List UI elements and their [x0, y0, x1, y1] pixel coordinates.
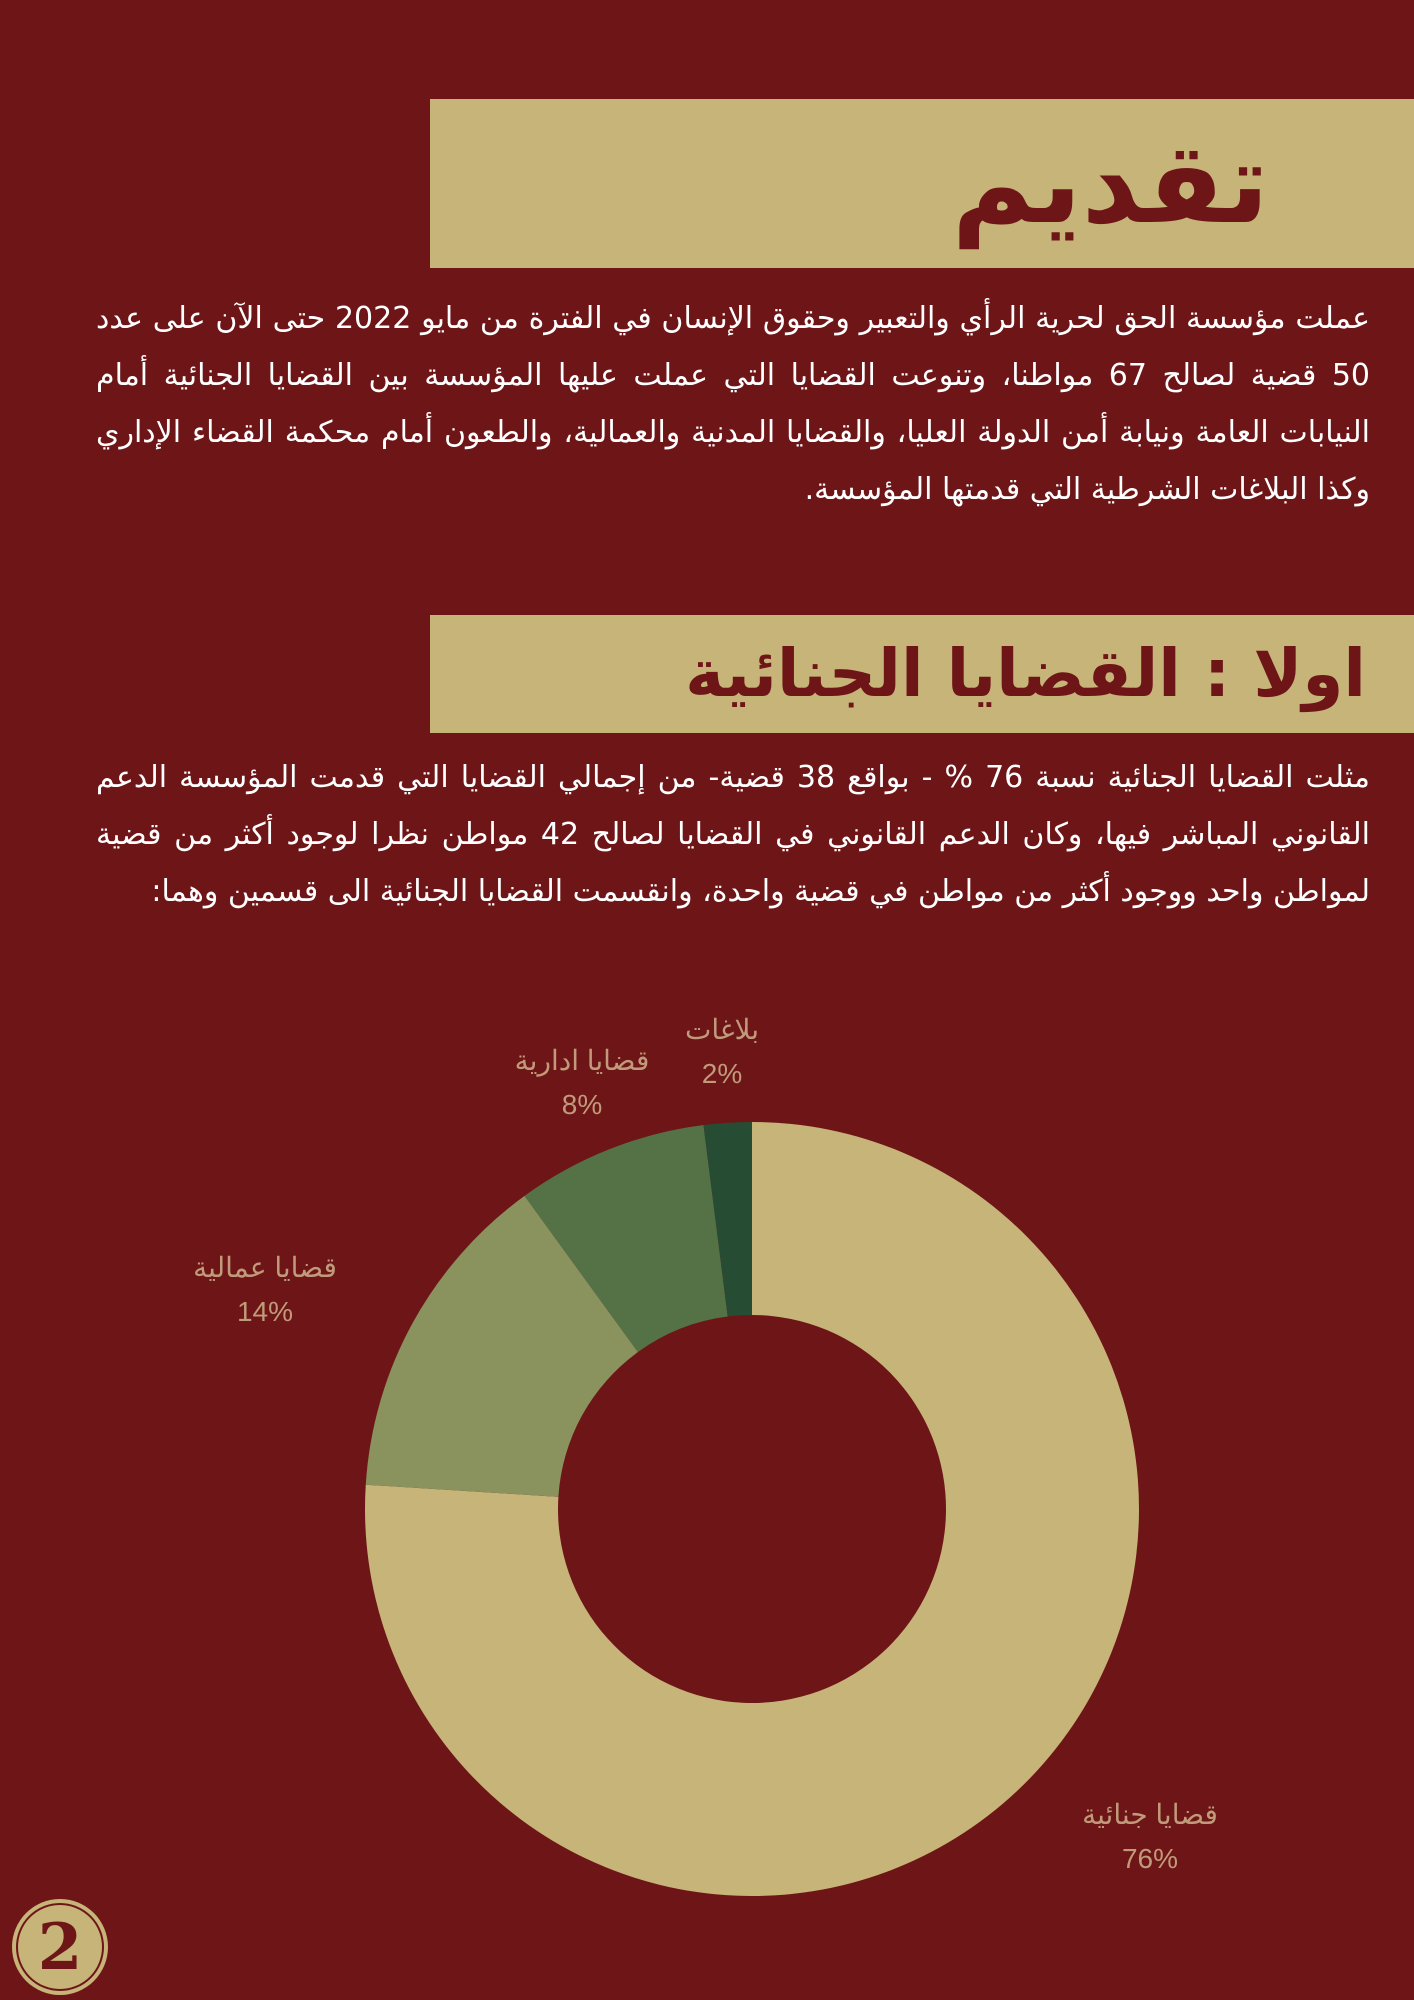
- page-number: 2: [37, 1910, 83, 1985]
- label-labor-name: قضايا عمالية: [193, 1252, 337, 1283]
- case-distribution-donut-chart: [0, 990, 1414, 2000]
- chart-slices: [365, 1122, 1139, 1896]
- label-criminal-name: قضايا جنائية: [1082, 1799, 1218, 1830]
- criminal-heading: اولا : القضايا الجنائية: [685, 635, 1366, 712]
- intro-paragraph: عملت مؤسسة الحق لحرية الرأي والتعبير وحقوق الإنسان في الفترة من مايو 2022 حتى الآن على عدد 50 قضية لصالح 67 مواطنا، وتنوعت القضايا التي عملت عليها المؤسسة بين القضايا الجنائية أمام النيابات العامة ونيابة أمن الدولة العليا، والقضايا المدنية والعمالية، والطعون أمام محكمة القضاء الإداري وكذا البلاغات الشرطية التي قدمتها المؤسسة.: [96, 301, 1370, 507]
- intro-heading: تقديم: [951, 118, 1269, 249]
- criminal-paragraph: مثلت القضايا الجنائية نسبة 76 % - بواقع 38 قضية- من إجمالي القضايا التي قدمت المؤسسة الدعم القانوني المباشر فيها، وكان الدعم القانوني في القضايا لصالح 42 مواطن نظرا لوجود أكثر من قضية لمواطن واحد ووجود أكثر من مواطن في قضية واحدة، وانقسمت القضايا الجنائية الى قسمين وهما:: [96, 760, 1370, 909]
- label-reports-name: بلاغات: [684, 1014, 760, 1045]
- intro-heading-band: [430, 99, 1414, 268]
- label-administrative-value: 8%: [561, 1089, 603, 1120]
- label-reports-value: 2%: [701, 1058, 743, 1089]
- criminal-heading-band: [430, 615, 1414, 733]
- label-administrative-name: قضايا ادارية: [514, 1045, 650, 1076]
- label-labor-value: 14%: [236, 1296, 294, 1327]
- label-criminal-value: 76%: [1121, 1843, 1179, 1874]
- page-number-badge: [10, 1897, 110, 1997]
